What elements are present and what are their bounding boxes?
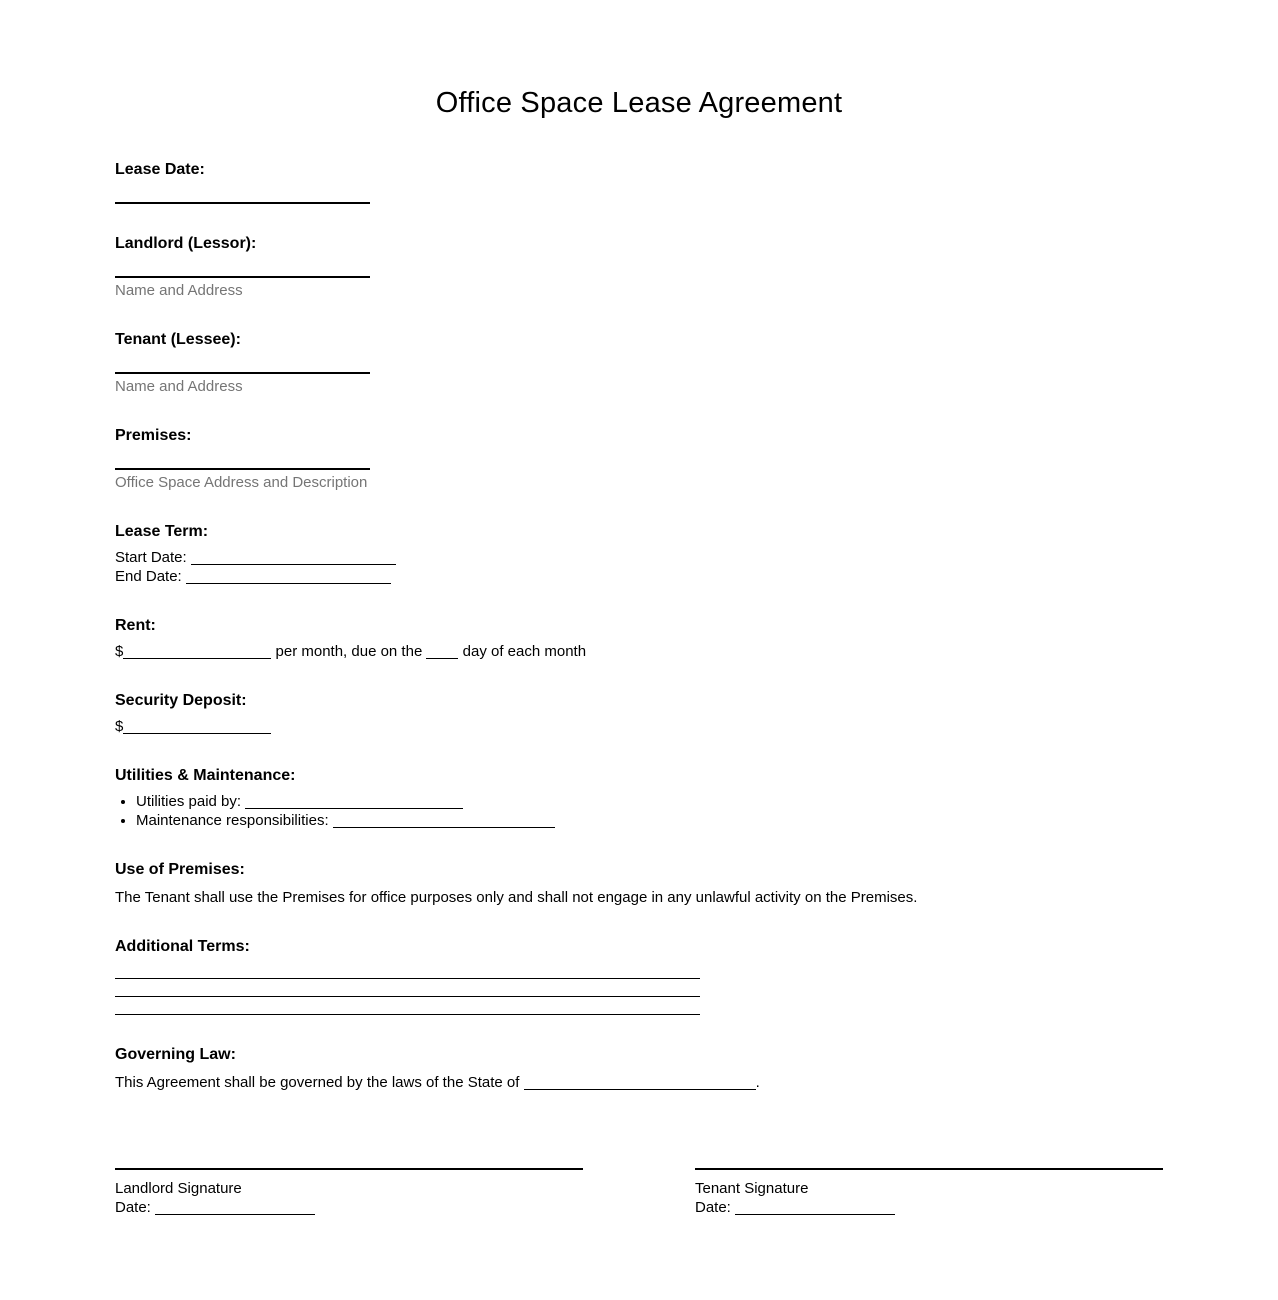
utilities-label: Utilities & Maintenance: [115,767,296,784]
section-lease-date [115,160,1163,204]
landlord-date-field[interactable] [155,1203,315,1215]
governing-law-text: This Agreement shall be governed by the laws of the State of [115,1074,520,1091]
premises-hint: Office Space Address and Description [115,474,368,491]
start-date-field[interactable] [191,553,396,565]
landlord-field[interactable] [115,253,370,278]
landlord-label: Landlord (Lessor): [115,235,257,252]
tenant-field[interactable] [115,349,370,374]
security-deposit-currency-symbol: $ [115,718,124,735]
section-governing-law [115,1045,1163,1092]
tenant-signature-column [695,1168,1163,1217]
section-tenant [115,330,1163,396]
start-date-row [115,548,1163,567]
landlord-signature-column [115,1168,583,1217]
landlord-date-row [115,1198,583,1217]
rent-day-field[interactable] [426,647,458,659]
use-of-premises-label: Use of Premises: [115,861,245,878]
tenant-label: Tenant (Lessee): [115,331,241,348]
lease-date-field[interactable] [115,179,370,204]
utilities-list [115,792,1163,830]
security-deposit-field[interactable] [123,722,271,734]
end-date-row [115,567,1163,586]
rent-label: Rent: [115,617,156,634]
maintenance-responsibilities-field[interactable] [333,816,555,828]
rent-currency-symbol: $ [115,643,124,660]
additional-terms-fields [115,956,700,1015]
additional-terms-line-3[interactable] [115,997,700,1015]
list-item [136,811,1163,830]
landlord-hint: Name and Address [115,282,243,299]
tenant-date-label: Date: [695,1199,731,1216]
end-date-field[interactable] [186,572,391,584]
use-of-premises-text: The Tenant shall use the Premises for office purposes only and shall not engage in any unlawful activity on the Premises. [115,889,918,906]
rent-row [115,642,1163,661]
section-security-deposit [115,691,1163,736]
rent-after-day-text: day of each month [462,643,587,660]
page-title: Office Space Lease Agreement [435,87,843,119]
end-date-label: End Date: [115,568,182,585]
start-date-label: Start Date: [115,549,187,566]
lease-term-label: Lease Term: [115,523,209,540]
section-rent [115,616,1163,661]
security-deposit-row [115,717,1163,736]
section-utilities [115,766,1163,830]
rent-amount-field[interactable] [123,647,271,659]
section-premises [115,426,1163,492]
section-use-of-premises [115,860,1163,907]
signature-block [115,1168,1163,1217]
utilities-paid-by-label: Utilities paid by: [136,793,242,810]
utilities-paid-by-field[interactable] [245,797,463,809]
additional-terms-line-2[interactable] [115,979,700,997]
list-item [136,792,1163,811]
lease-date-label: Lease Date: [115,161,205,178]
landlord-date-label: Date: [115,1199,151,1216]
tenant-signature-field[interactable] [695,1168,1163,1170]
premises-label: Premises: [115,427,192,444]
security-deposit-label: Security Deposit: [115,692,247,709]
maintenance-responsibilities-label: Maintenance responsibilities: [136,812,329,829]
landlord-signature-label: Landlord Signature [115,1180,242,1197]
governing-law-row [115,1073,1163,1092]
additional-terms-line-1[interactable] [115,956,700,979]
section-landlord [115,234,1163,300]
tenant-date-field[interactable] [735,1203,895,1215]
rent-after-amount-text: per month, due on the [275,643,423,660]
governing-law-period: . [755,1074,760,1091]
tenant-signature-label: Tenant Signature [695,1180,809,1197]
section-additional-terms [115,937,1163,1015]
section-lease-term [115,522,1163,586]
governing-law-label: Governing Law: [115,1046,236,1063]
governing-state-field[interactable] [524,1078,756,1090]
premises-field[interactable] [115,445,370,470]
landlord-signature-field[interactable] [115,1168,583,1170]
additional-terms-label: Additional Terms: [115,938,250,955]
tenant-hint: Name and Address [115,378,243,395]
tenant-date-row [695,1198,1163,1217]
